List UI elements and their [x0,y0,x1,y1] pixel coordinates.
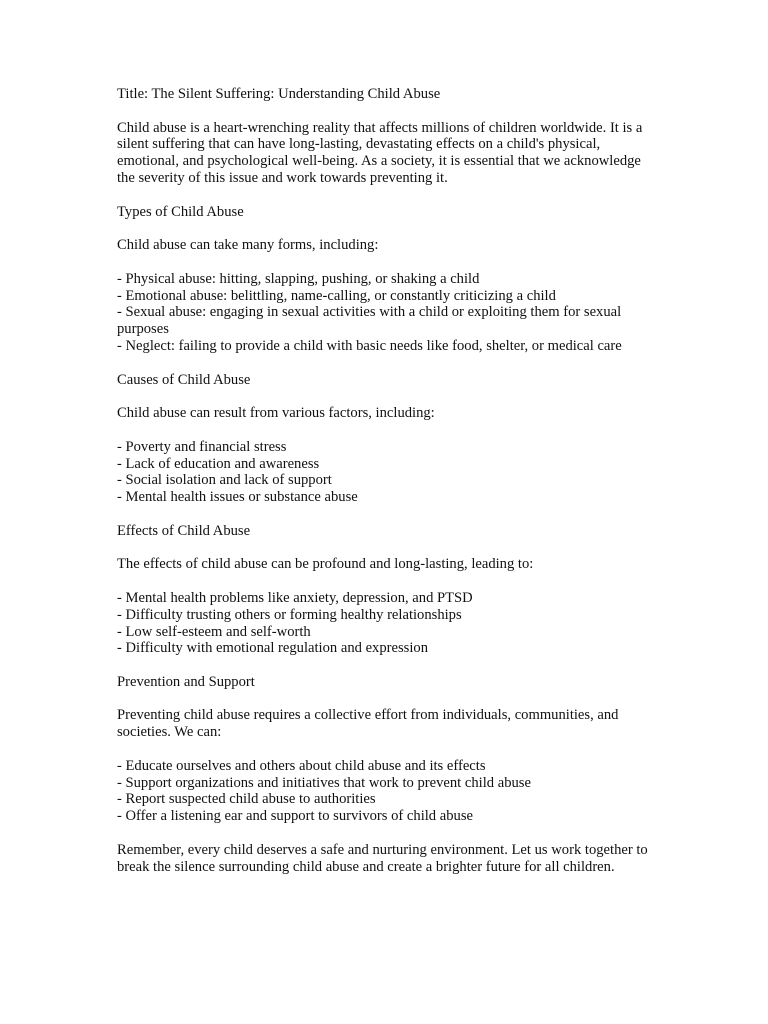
list-causes [117,439,657,506]
section-heading-causes: Causes of Child Abuse [117,371,251,388]
section-heading-types: Types of Child Abuse [117,203,244,220]
list-item: - Mental health issues or substance abuse [117,489,358,506]
section-lead-causes: Child abuse can result from various factors, including: [117,405,435,422]
list-item: - Educate ourselves and others about child abuse and its effects [117,757,486,774]
list-item: - Social isolation and lack of support [117,472,332,489]
intro-paragraph: Child abuse is a heart-wrenching reality that affects millions of children worldwide. It is a silent suffering that can have long-lasting, devastating effects on a child's physical, emotional, and psychological well-being. As a society, it is essential that we acknowledge the severity of this issue and work towards preventing it. [117,119,643,186]
closing-paragraph: Remember, every child deserves a safe and nurturing environment. Let us work together to break the silence surrounding child abuse and create a brighter future for all children. [117,841,648,875]
list-item: - Support organizations and initiatives that work to prevent child abuse [117,774,531,791]
list-item: - Poverty and financial stress [117,438,287,455]
list-effects [117,590,657,657]
section-heading-prevention: Prevention and Support [117,673,255,690]
section-heading-effects: Effects of Child Abuse [117,522,251,539]
list-item: - Physical abuse: hitting, slapping, pushing, or shaking a child [117,270,480,287]
list-types [117,271,657,355]
section-lead-effects: The effects of child abuse can be profound and long-lasting, leading to: [117,556,534,573]
list-item: - Low self-esteem and self-worth [117,623,311,640]
document-page [117,86,657,892]
list-item: - Difficulty trusting others or forming healthy relationships [117,606,462,623]
section-lead-prevention: Preventing child abuse requires a collective effort from individuals, communities, and societies. We can: [117,707,619,741]
document-title: Title: The Silent Suffering: Understanding Child Abuse [117,86,441,102]
section-lead-types: Child abuse can take many forms, including: [117,237,379,254]
list-item: - Neglect: failing to provide a child with basic needs like food, shelter, or medical care [117,337,622,354]
list-item: - Report suspected child abuse to authorities [117,791,376,808]
list-prevention [117,758,657,825]
list-item: - Lack of education and awareness [117,455,320,472]
list-item: - Offer a listening ear and support to survivors of child abuse [117,808,473,825]
list-item: - Sexual abuse: engaging in sexual activities with a child or exploiting them for sexual purposes [117,304,622,338]
list-item: - Mental health problems like anxiety, depression, and PTSD [117,589,473,606]
list-item: - Emotional abuse: belittling, name-calling, or constantly criticizing a child [117,287,556,304]
list-item: - Difficulty with emotional regulation and expression [117,640,428,657]
